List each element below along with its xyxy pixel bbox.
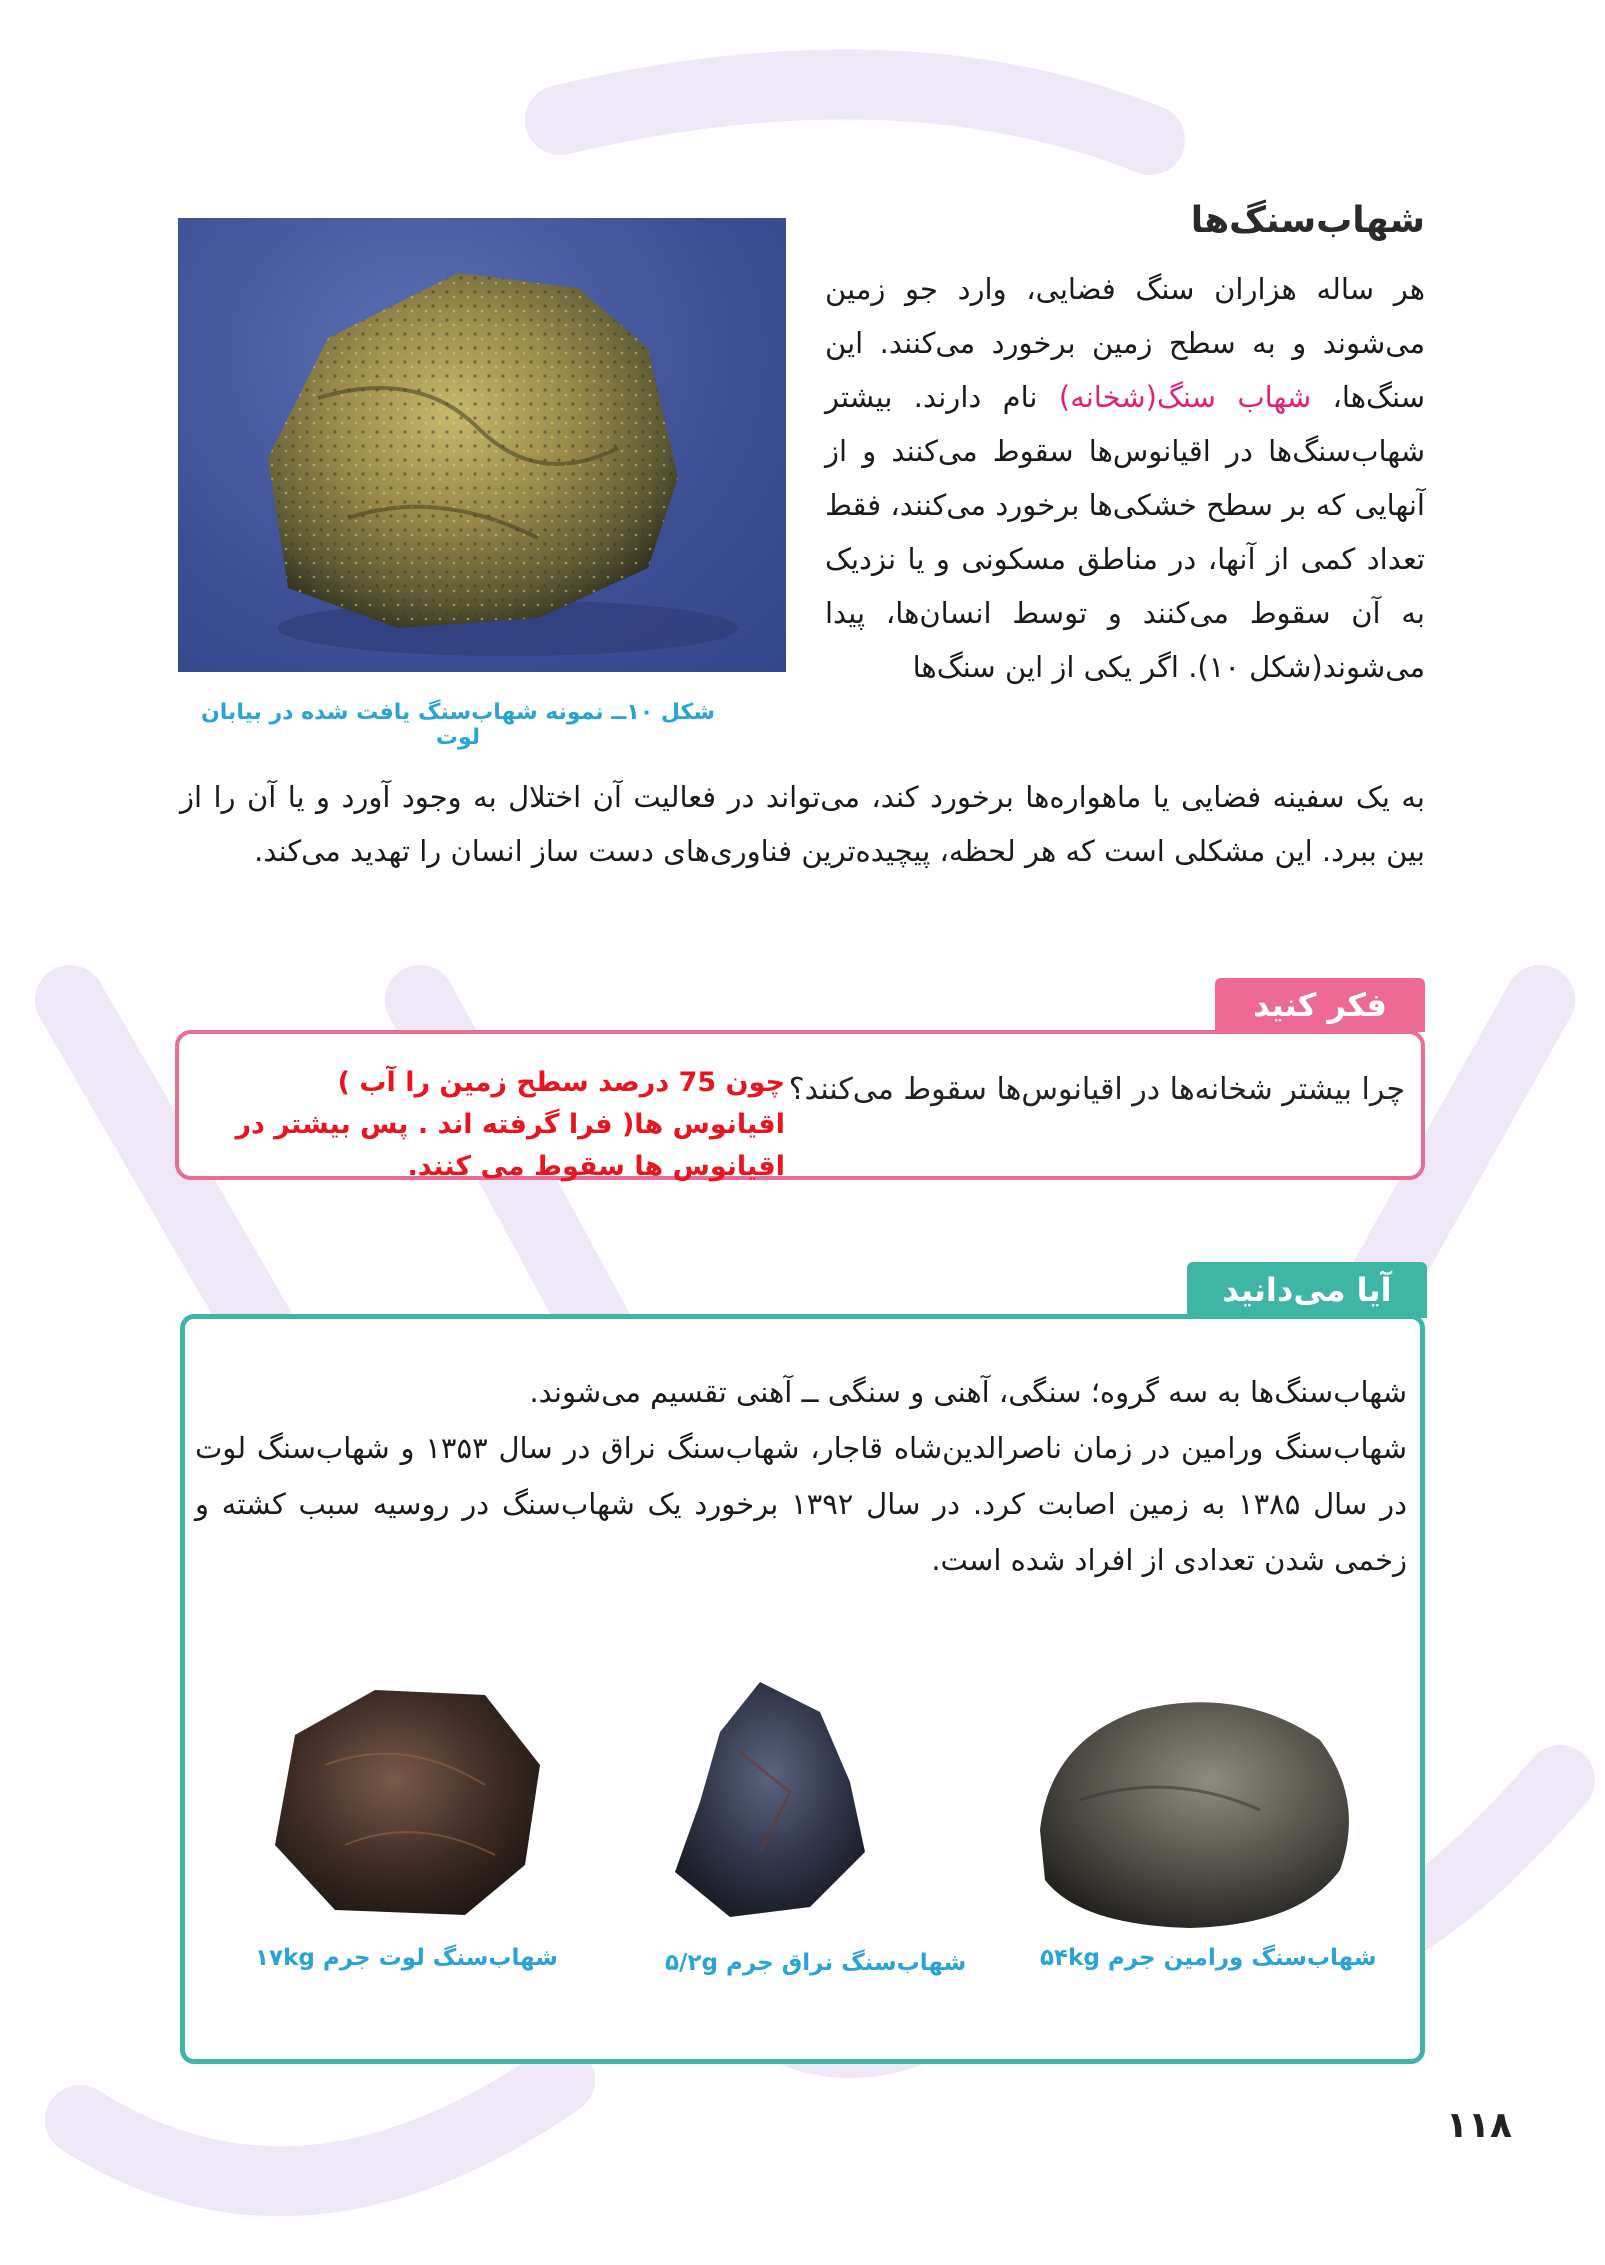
key-term: شهاب سنگ(شخانه) — [1058, 380, 1312, 414]
lut-label: شهاب‌سنگ لوت جرم ۱۷kg — [255, 1945, 558, 1971]
para-line: سنگ‌ها، — [1332, 380, 1425, 414]
naragh-meteorite-image — [660, 1672, 880, 1922]
did-you-know-text — [195, 1364, 1407, 1588]
para-line: شهاب‌سنگ‌ها در اقیانوس‌ها سقوط می‌کنند و — [862, 434, 1426, 468]
paragraph-continued: به یک سفینه فضایی یا ماهواره‌ها برخورد کند، می‌تواند در فعالیت آن اختلال به وجود آورد و یا آن را از بین ببرد. این مشکلی است که هر لحظه، پیچیده‌ترین فناوری‌های دست ساز انسان را تهدید می‌کند. — [180, 780, 1425, 868]
para-line: می‌شوند و به سطح زمین برخورد می‌کنند. این — [825, 326, 1425, 360]
think-question: چرا بیشتر شخانه‌ها در اقیانوس‌ها سقوط می‌کنند؟ — [788, 1072, 1405, 1107]
did-you-know-label: آیا می‌دانید — [1187, 1262, 1427, 1318]
section-title: شهاب‌سنگ‌ها — [1190, 200, 1425, 241]
para-line: از آنهایی که بر سطح خشکی‌ها برخورد می‌کنند، — [825, 434, 1425, 522]
fact-line: شهاب‌سنگ‌ها به سه گروه؛ سنگی، آهنی و سنگی ــ آهنی تقسیم می‌شوند. — [529, 1375, 1407, 1409]
para-line: فقط تعداد کمی از آنها، در مناطق مسکونی و یا — [825, 488, 1426, 576]
varamin-label: شهاب‌سنگ ورامین جرم ۵۴kg — [1040, 1945, 1377, 1971]
para-line: پیدا می‌شوند(شکل ۱۰). اگر یکی از این سنگ‌ها — [825, 596, 1425, 684]
varamin-meteorite-image — [1020, 1680, 1370, 1940]
figure-caption: شکل ۱۰ــ نمونه شهاب‌سنگ یافت شده در بیابان لوت — [201, 700, 715, 750]
para-line: نزدیک به آن سقوط می‌کنند و توسط انسان‌ها، — [825, 542, 1426, 630]
page-number: ۱۱۸ — [1446, 2105, 1512, 2146]
meteorite-image — [178, 218, 786, 672]
handwritten-answer: چون 75 درصد سطح زمین را آب ) اقیانوس ها( فرا گرفته اند . پس بیشتر در اقیانوس ها سقوط می کنند. — [235, 1067, 785, 1182]
para-line: نام دارند. بیشتر — [825, 380, 1038, 414]
para-line: هر ساله هزاران سنگ فضایی، وارد جو زمین — [825, 272, 1425, 306]
meteorite-photo-main — [178, 218, 786, 672]
think-label: فکر کنید — [1215, 978, 1425, 1032]
fact-paragraph: شهاب‌سنگ ورامین در زمان ناصرالدین‌شاه قاجار، شهاب‌سنگ نراق در سال ۱۳۵۳ و شهاب‌سنگ لوت در سال ۱۳۸۵ به زمین اصابت کرد. در سال ۱۳۹۲ برخورد یک شهاب‌سنگ در روسیه سبب کشته و زخمی شدن تعدادی از افراد شده است. — [195, 1431, 1408, 1577]
main-paragraph — [825, 262, 1425, 694]
lut-meteorite-image — [255, 1675, 555, 1925]
naragh-label: شهاب‌سنگ نراق جرم ۵/۲g — [665, 1950, 967, 1976]
